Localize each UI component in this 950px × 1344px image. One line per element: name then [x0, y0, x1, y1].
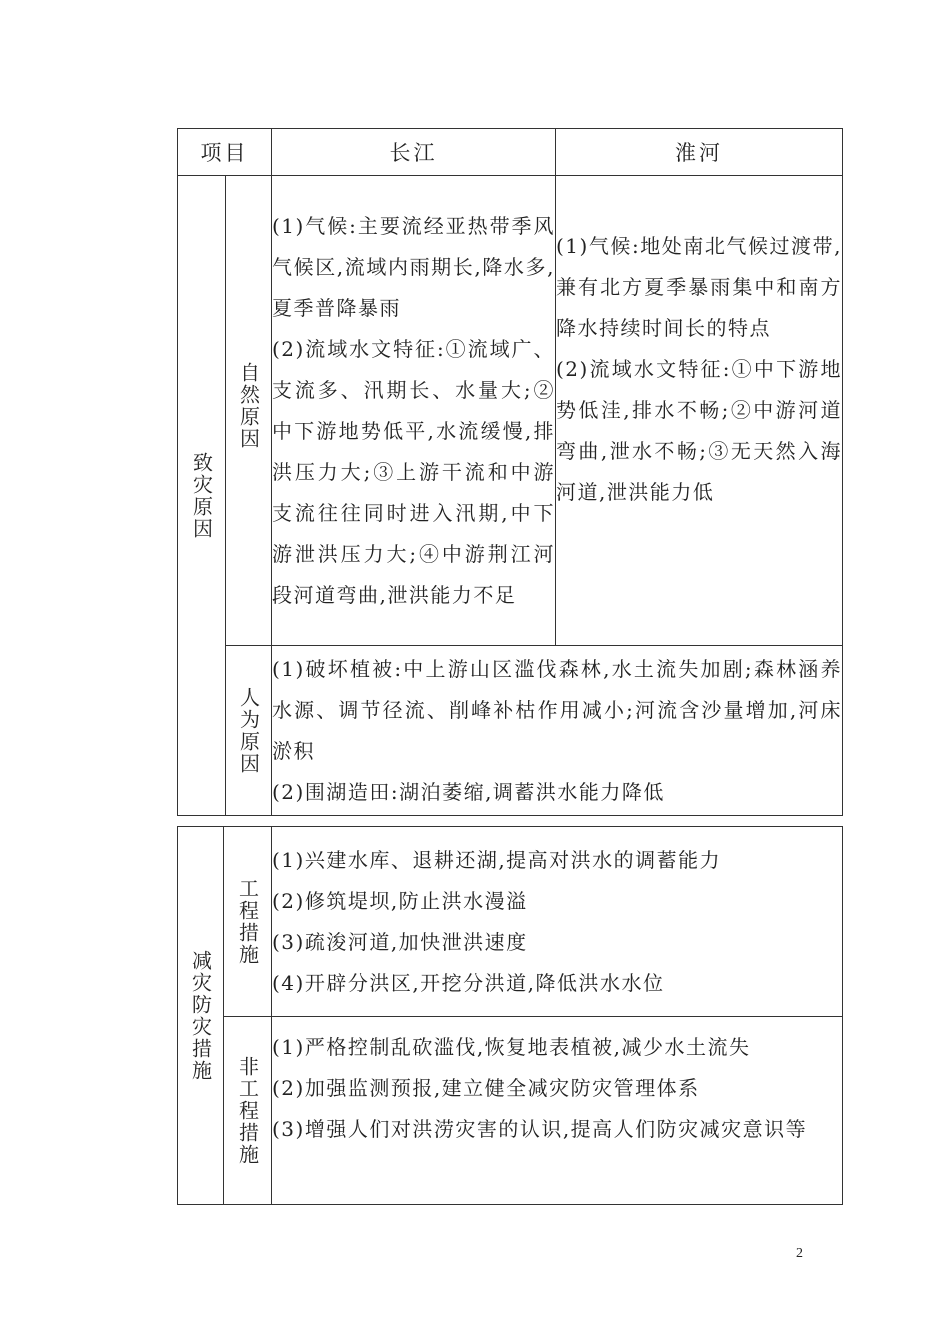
engineering-line-1: (1)兴建水库、退耕还湖,提高对洪水的调蓄能力 [272, 847, 722, 872]
non-engineering-measures-cell [224, 1017, 272, 1205]
header-huaihe-label: 淮河 [675, 141, 723, 165]
non-engineering-line-3: (3)增强人们对洪涝灾害的认识,提高人们防灾减灾意识等 [272, 1117, 808, 1141]
header-item-label: 项目 [200, 141, 249, 165]
header-yangtze-label: 长江 [389, 141, 438, 165]
non-engineering-measures-content [272, 1017, 843, 1205]
engineering-measures-cell [224, 827, 272, 1017]
huaihe-natural-causes [556, 176, 843, 646]
engineering-line-4: (4)开辟分洪区,开挖分洪道,降低洪水水位 [272, 970, 665, 995]
huaihe-climate-text: (1)气候:地处南北气候过渡带,兼有北方夏季暴雨集中和南方降水持续时间长的特点 [556, 234, 842, 340]
non-engineering-line-1: (1)严格控制乱砍滥伐,恢复地表植被,减少水土流失 [272, 1035, 751, 1059]
natural-causes-label: 自然原因 [236, 362, 261, 450]
measures-category-cell [178, 827, 224, 1205]
causes-table [177, 128, 843, 816]
deforestation-text: (1)破坏植被:中上游山区滥伐森林,水土流失加剧;森林涵养水源、调节径流、削峰补枯作用减小;河流含沙量增加,河床淤积 [272, 656, 842, 763]
non-engineering-line-2: (2)加强监测预报,建立健全减灾防灾管理体系 [272, 1076, 700, 1100]
huaihe-hydrology-text: (2)流域水文特征:①中下游地势低洼,排水不畅;②中游河道弯曲,泄水不畅;③无天然入海河道,泄洪能力低 [556, 357, 842, 504]
human-causes-label: 人为原因 [236, 686, 261, 775]
header-huaihe [556, 129, 843, 176]
engineering-line-3: (3)疏浚河道,加快泄洪速度 [272, 929, 528, 954]
yangtze-hydrology-text: (2)流域水文特征:①流域广、支流多、汛期长、水量大;②中下游地势低平,水流缓慢,排洪压力大;③上游干流和中游支流往往同时进入汛期,中下游泄洪压力大;④中游荆江河段河道弯曲,泄洪能力不足 [272, 336, 555, 607]
measures-table [177, 826, 843, 1205]
human-causes-cell [226, 646, 272, 816]
header-yangtze [272, 129, 556, 176]
causes-category-label: 致灾原因 [189, 451, 214, 540]
header-item [178, 129, 272, 176]
non-engineering-measures-label: 非工程措施 [235, 1055, 260, 1166]
engineering-measures-content [272, 827, 843, 1017]
human-causes-content [272, 646, 843, 816]
page-number: 2 [796, 1246, 803, 1261]
yangtze-natural-causes [272, 176, 556, 646]
measures-category-label: 减灾防灾措施 [188, 949, 213, 1082]
natural-causes-cell [226, 176, 272, 646]
yangtze-climate-text: (1)气候:主要流经亚热带季风气候区,流域内雨期长,降水多,夏季普降暴雨 [272, 213, 555, 320]
engineering-measures-label: 工程措施 [235, 877, 260, 966]
lake-reclamation-text: (2)围湖造田:湖泊萎缩,调蓄洪水能力降低 [272, 779, 665, 804]
engineering-line-2: (2)修筑堤坝,防止洪水漫溢 [272, 888, 528, 913]
causes-category-cell [178, 176, 226, 816]
